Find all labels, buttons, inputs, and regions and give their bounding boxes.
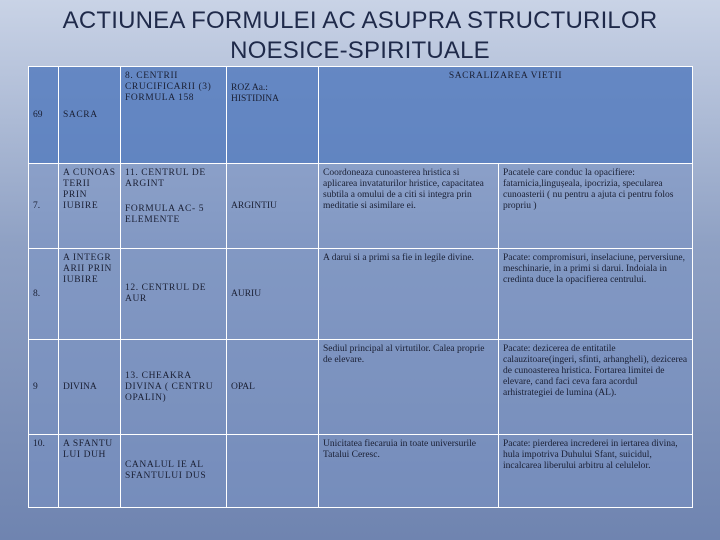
energy-center: 12. CENTRUL DE AUR xyxy=(121,249,227,340)
structure-name: A SFANTU LUI DUH xyxy=(59,435,121,508)
effect-text: A darui si a primi sa fie in legile divine. xyxy=(319,249,499,340)
table-row xyxy=(29,249,693,340)
page-title xyxy=(0,6,720,66)
title-line-2: NOESICE-SPIRITUALE xyxy=(230,37,490,64)
energy-center-cell xyxy=(121,164,227,249)
effect-heading: SACRALIZAREA VIETII xyxy=(319,67,693,164)
sins-text: Pacate: compromisuri, inselaciune, perversiune, meschinarie, in a primi si darui. Indoiala in credinta duce la opacifierea centrului. xyxy=(499,249,693,340)
structure-name: A CUNOAS TERII PRIN IUBIRE xyxy=(59,164,121,249)
energy-center: CANALUL IE AL SFANTULUI DUS xyxy=(121,435,227,508)
effect-text: Coordoneaza cunoasterea hristica si aplicarea invataturilor hristice, capacitatea subtila a omului de a citi si integra prin meditatie si asimilare ei. xyxy=(319,164,499,249)
table-row xyxy=(29,67,693,164)
title-line-1: ACTIUNEA FORMULEI AC ASUPRA STRUCTURILOR xyxy=(62,7,658,34)
energy-center: 13. CHEAKRA DIVINA ( CENTRU OPALIN) xyxy=(121,340,227,435)
structure-name: SACRA xyxy=(59,67,121,164)
element-cell xyxy=(227,67,319,164)
table-row xyxy=(29,340,693,435)
formula-label: FORMULA AC- 5 ELEMENTE xyxy=(125,204,205,225)
row-number: 69 xyxy=(29,67,59,164)
structure-name: A INTEGR ARII PRIN IUBIRE xyxy=(59,249,121,340)
element-label: ROZ Aa.: HISTIDINA xyxy=(231,83,280,104)
element-label: AURIU xyxy=(227,249,319,340)
sins-text: Pacatele care conduc la opacifiere: fatarnicia,lingușeala, ipocrizia, specularea cunoasterii ( nu pentru a ajuta ci pentru folos propriu ) xyxy=(499,164,693,249)
table-row xyxy=(29,435,693,508)
effect-text: Sediul principal al virtutilor. Calea proprie de elevare. xyxy=(319,340,499,435)
structures-table xyxy=(28,66,693,508)
row-number: 10. xyxy=(29,435,59,508)
energy-center: 8. CENTRII CRUCIFICARII (3) FORMULA 158 xyxy=(121,67,227,164)
element-label: ARGINTIU xyxy=(227,164,319,249)
row-number: 8. xyxy=(29,249,59,340)
structure-name: DIVINA xyxy=(59,340,121,435)
effect-text: Unicitatea fiecaruia in toate universurile Tatalui Ceresc. xyxy=(319,435,499,508)
row-number: 7. xyxy=(29,164,59,249)
element-label: OPAL xyxy=(227,340,319,435)
element-label xyxy=(227,435,319,508)
energy-center: 11. CENTRUL DE ARGINT xyxy=(125,168,206,189)
sins-text: Pacate: dezicerea de entitatile calauzitoare(ingeri, sfinti, arhangheli), dezicerea de cunoasterea hristica. Fortarea limitei de elevare, cand faci ceva fara acordul arhistrategiei de lumina (AL). xyxy=(499,340,693,435)
sins-text: Pacate: pierderea increderei in iertarea divina, hula impotriva Duhului Sfant, suicidul, incalcarea liberului arbitru al celulelor. xyxy=(499,435,693,508)
row-number: 9 xyxy=(29,340,59,435)
table-row xyxy=(29,164,693,249)
